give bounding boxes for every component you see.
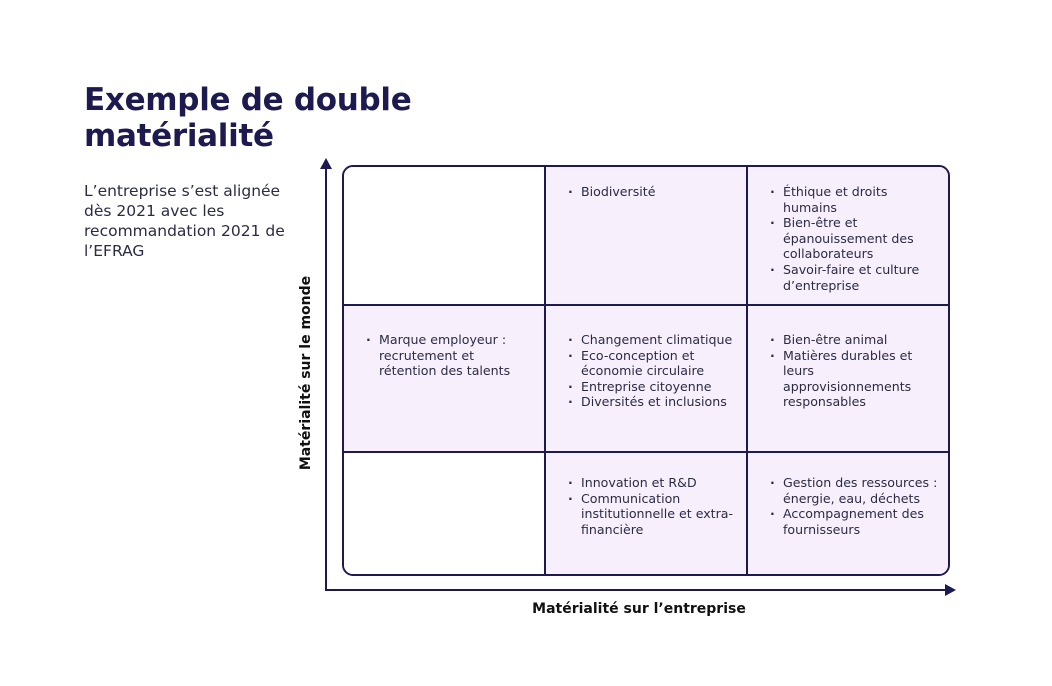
matrix-cell-r3-c3 xyxy=(748,453,948,574)
list-item: · Marque employeur : recrutement et rétention des talents xyxy=(366,332,534,379)
matrix-cell-r2-c2 xyxy=(546,306,748,453)
list-item: · Innovation et R&D xyxy=(568,475,736,491)
materiality-matrix xyxy=(342,165,950,576)
list-item: · Communication institutionnelle et extra-financière xyxy=(568,491,736,538)
cell-list xyxy=(770,332,938,410)
matrix-cell-r3-c2 xyxy=(546,453,748,574)
cell-list xyxy=(770,475,938,537)
arrow-up-icon xyxy=(320,158,332,169)
list-item: · Accompagnement des fournisseurs xyxy=(770,506,938,537)
cell-list xyxy=(366,332,534,379)
y-axis-line xyxy=(325,166,327,591)
list-item: · Savoir-faire et culture d’entreprise xyxy=(770,262,938,293)
matrix-cell-r1-c2 xyxy=(546,167,748,306)
list-item: · Bien-être et épanouissement des collaborateurs xyxy=(770,215,938,262)
list-item: · Matières durables et leurs approvisionnements responsables xyxy=(770,348,938,410)
page-subtitle: L’entreprise s’est alignée dès 2021 avec les recommandation 2021 de l’EFRAG xyxy=(84,182,285,260)
cell-list xyxy=(568,475,736,537)
matrix-cell-r3-c1 xyxy=(344,453,546,574)
list-item: · Changement climatique xyxy=(568,332,736,348)
matrix-cell-r2-c1 xyxy=(344,306,546,453)
list-item: · Diversités et inclusions xyxy=(568,394,736,410)
list-item: · Gestion des ressources : énergie, eau, déchets xyxy=(770,475,938,506)
cell-list xyxy=(770,184,938,293)
arrow-right-icon xyxy=(945,584,956,596)
list-item: · Eco-conception et économie circulaire xyxy=(568,348,736,379)
list-item: · Bien-être animal xyxy=(770,332,938,348)
cell-list xyxy=(568,332,736,410)
list-item: · Entreprise citoyenne xyxy=(568,379,736,395)
page-title: Exemple de double matérialité xyxy=(84,82,412,154)
list-item: · Éthique et droits humains xyxy=(770,184,938,215)
cell-list xyxy=(568,184,736,200)
list-item: · Biodiversité xyxy=(568,184,736,200)
x-axis-label: Matérialité sur l’entreprise xyxy=(532,601,746,617)
y-axis-label: Matérialité sur le monde xyxy=(298,275,314,471)
x-axis-line xyxy=(325,589,947,591)
matrix-cell-r1-c3 xyxy=(748,167,948,306)
matrix-cell-r1-c1 xyxy=(344,167,546,306)
matrix-cell-r2-c3 xyxy=(748,306,948,453)
